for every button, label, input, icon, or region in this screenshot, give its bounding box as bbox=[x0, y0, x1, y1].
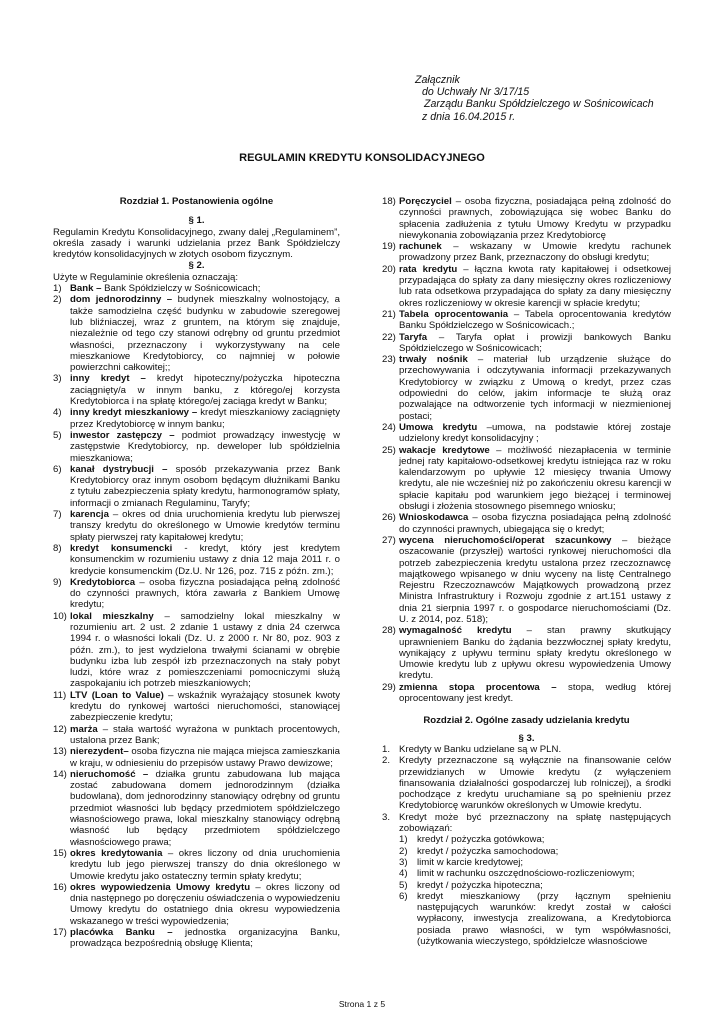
definition-number: 16) bbox=[53, 881, 67, 893]
definition-term: Wnioskodawca bbox=[399, 512, 469, 524]
definition-number: 5) bbox=[53, 429, 62, 441]
definition-item bbox=[53, 464, 340, 509]
definition-term: wakacje kredytowe bbox=[399, 444, 490, 456]
obligation-item bbox=[382, 846, 671, 857]
rule-item-number: 3. bbox=[382, 811, 391, 823]
obligation-item-text: kredyt / pożyczka samochodowa; bbox=[417, 845, 559, 857]
obligation-item-number: 1) bbox=[399, 834, 408, 846]
definition-text: budynek mieszkalny wolnostojący, a także samodzielna część budynku w zabudowie szeregowej lub bliźniaczej, wraz z gruntem, na którym się znajduje, niezależnie od tego czy stanowi odrębny od gruntu przedmiot własności, przeznaczony i wykorzystywany na cele mieszkaniowe Kredytobiorcy, co najmniej w połowie powierzchni całkowitej;; bbox=[70, 294, 340, 374]
definition-item bbox=[53, 848, 340, 882]
definition-text: – samodzielny lokal mieszkalny w rozumieniu art. 2 ust. 2 zdanie 1 ustawy z dnia 24 czerwca 1994 r. o własności lokali (Dz. U. z 2000 r. Nr 80, poz. 903 z późn. zm.), to jest wydzielona trwałymi ścianami w obrębie budynku izba lub zespół izb przeznaczonych na stały pobyt ludzi, które wraz z pomieszczeniami pomocniczymi służą zaspokajaniu ich potrzeb mieszkaniowych; bbox=[70, 610, 340, 690]
obligation-item-number: 4) bbox=[399, 868, 408, 880]
definition-number: 13) bbox=[53, 746, 67, 758]
definition-text: Bank Spółdzielczy w Sośnicowicach; bbox=[101, 283, 261, 295]
definition-number: 22) bbox=[382, 331, 396, 343]
definition-item bbox=[382, 445, 671, 513]
definition-term: karencja bbox=[70, 509, 109, 521]
definition-item bbox=[382, 354, 671, 422]
definition-text: – łączna kwota raty kapitałowej i odsetkowej przypadająca do spłaty za dany miesięczny okres rozliczeniowy lub rata odsetkowa przypadająca do spłaty za dany miesięczny okres rozliczeniowy w okresie karencji w spłacie kredytu; bbox=[399, 263, 672, 309]
definition-term: nieruchomość – bbox=[70, 768, 149, 780]
rule-item-text: Kredyt może być przeznaczony na spłatę następujących zobowiązań: bbox=[399, 811, 671, 835]
rule-item bbox=[382, 812, 671, 835]
definition-number: 24) bbox=[382, 421, 396, 433]
definition-text: stopa, według której oprocentowany jest kredyt. bbox=[399, 681, 671, 705]
definition-number: 15) bbox=[53, 847, 67, 859]
definition-item bbox=[53, 927, 340, 950]
definition-text: – wskaźnik wyrażający stosunek kwoty kredytu do rynkowej wartości nieruchomości, stanowiącej zabezpieczenie kredytu; bbox=[70, 689, 341, 724]
definition-number: 26) bbox=[382, 512, 396, 524]
definition-item bbox=[53, 430, 340, 464]
definition-text: działka gruntu zabudowana lub mająca zostać zabudowana domem jednorodzinnym (działka budowlana), dom jednorodzinny stanowiący odrębny od gruntu przedmiot własności lub będący przedmiotem spółdzielczego własnościowego prawa, lokal mieszkalny stanowiący odrębną własność lub będący przedmiotem spółdzielczego własnościowego prawa; bbox=[70, 768, 340, 848]
definition-item bbox=[53, 577, 340, 611]
rule-item-text: Kredyty w Banku udzielane są w PLN. bbox=[399, 743, 562, 755]
definition-term: rata kredytu bbox=[399, 263, 458, 275]
definition-number: 27) bbox=[382, 534, 396, 546]
definition-item bbox=[53, 407, 340, 430]
page-footer: Strona 1 z 5 bbox=[338, 999, 386, 1009]
paragraph-1-mark: § 1. bbox=[188, 215, 205, 227]
definition-number: 12) bbox=[53, 723, 67, 735]
definition-term: lokal mieszkalny bbox=[70, 610, 154, 622]
obligation-item-number: 2) bbox=[399, 845, 408, 857]
definition-text: – osoba fizyczna posiadająca pełną zdolność do czynności prawnych, która zawarła z Bankiem Umowę kredytu; bbox=[70, 576, 340, 611]
obligation-item bbox=[382, 891, 671, 947]
definition-text: - kredyt, który jest kredytem konsumenckim w rozumieniu ustawy z dnia 12 maja 2011 r. o kredycie konsumenckim (Dz.U. Nr 126, poz. 715 z późn. zm.); bbox=[70, 542, 340, 577]
definition-item bbox=[53, 769, 340, 848]
rule-item bbox=[382, 744, 671, 755]
definition-term: kredyt konsumencki bbox=[70, 542, 173, 554]
definition-term: rachunek bbox=[399, 241, 442, 253]
definition-term: kanał dystrybucji – bbox=[70, 463, 168, 475]
definition-number: 18) bbox=[382, 196, 396, 207]
definition-text: –umowa, na podstawie której zostaje udzielony kredyt konsolidacyjny ; bbox=[399, 421, 671, 445]
obligation-item bbox=[382, 857, 671, 868]
definition-term: inny kredyt mieszkaniowy – bbox=[70, 407, 198, 419]
definition-term: inwestor zastępczy – bbox=[70, 429, 175, 441]
paragraph-1-text: Regulamin Kredytu Konsolidacyjnego, zwany dalej „Regulaminem”, określa zasady i warunki udzielania przez Bank Spółdzielczy kredytów konsolidacyjnych w złotych osobom fizycznym. bbox=[53, 226, 340, 261]
header-line-date: z dnia 16.04.2015 r. bbox=[422, 110, 516, 123]
definition-term: placówka Banku – bbox=[70, 927, 173, 938]
definition-text: jednostka organizacyjna Banku, prowadząca bezpośrednią obsługę Klienta; bbox=[70, 927, 340, 950]
rule-item-number: 2. bbox=[382, 755, 391, 767]
obligation-item-text: kredyt / pożyczka gotówkowa; bbox=[417, 834, 545, 846]
definition-text: – okres liczony od dnia uruchomienia kredytu lub jego pierwszej transzy do dnia określonego w Umowie kredytu jako ostateczny termin spłaty kredytu; bbox=[70, 847, 340, 882]
obligation-item-text: kredyt mieszkaniowy (przy łącznym spełnieniu następujących warunków: kredyt został w całości wypłacony, inwestycja zrealizowana, a Kredytobiorca posiada prawo własności, w tym współwłasności, (użytkowania wieczystego, spółdzielcze własnościowe bbox=[417, 890, 671, 947]
definition-number: 11) bbox=[53, 689, 67, 701]
rule-item bbox=[382, 755, 671, 811]
definition-text: – okres liczony od dnia następnego po doręczeniu oświadczenia o wypowiedzeniu Umowy kredytu do ostatniego dnia okresu wypowiedzenia wskazanego w treści wypowiedzenia; bbox=[70, 881, 340, 927]
definition-item bbox=[382, 264, 671, 309]
definition-text: – osoba fizyczna posiadająca pełną zdolność do czynności prawnych, ubiegająca się o kredyt; bbox=[399, 512, 671, 535]
definition-number: 25) bbox=[382, 444, 396, 456]
definition-item bbox=[382, 625, 671, 681]
definition-item bbox=[382, 196, 671, 241]
definition-number: 21) bbox=[382, 308, 396, 320]
document-title: REGULAMIN KREDYTU KONSOLIDACYJNEGO bbox=[239, 152, 485, 164]
section-2-subitems bbox=[382, 834, 671, 947]
definition-term: Taryfa bbox=[399, 331, 428, 343]
definition-number: 7) bbox=[53, 509, 62, 521]
definition-text: – wskazany w Umowie kredytu rachunek prowadzony przez Bank, przeznaczony do obsługi kredytu; bbox=[399, 241, 671, 264]
definition-item bbox=[53, 543, 340, 577]
definition-item bbox=[382, 512, 671, 535]
definition-text: podmiot prowadzący inwestycję w zastępstwie Kredytobiorcy, np. deweloper lub spółdzielnia mieszkaniowa; bbox=[70, 429, 340, 464]
definition-term: dom jednorodzinny – bbox=[70, 294, 173, 306]
definition-item bbox=[382, 535, 671, 625]
definition-text: – możliwość niezapłacenia w terminie jednej raty kapitałowo-odsetkowej kredytu istniejąca raz w roku kalendarzowym po upływie 12 miesięcy trwania Umowy kredytu, ale nie wcześniej niż po zakończeniu okresu karencji w spłacie kapitału pod warunkiem jego bieżącej i terminowej obsługi i złożenia stosownego pisemnego wniosku; bbox=[399, 444, 671, 513]
definition-item bbox=[382, 682, 671, 705]
left-column bbox=[53, 196, 340, 950]
definition-item bbox=[53, 283, 340, 294]
definition-item bbox=[53, 373, 340, 407]
definition-item bbox=[53, 882, 340, 927]
definition-text: – osoba fizyczna, posiadająca pełną zdolność do czynności prawnych, zobowiązująca się wobec Banku do spłacenia zadłużenia z tytułu Umowy Kredytu w przypadku niewykonania zobowiązania przez Kredytobiorcę bbox=[399, 196, 671, 241]
definition-term: Kredytobiorca bbox=[70, 576, 136, 588]
definition-item bbox=[53, 746, 340, 769]
definition-number: 2) bbox=[53, 294, 62, 306]
definition-term: Tabela oprocentowania bbox=[399, 308, 509, 320]
definition-term: Poręczyciel bbox=[399, 196, 452, 207]
obligation-item-number: 3) bbox=[399, 856, 408, 868]
definition-text: – Tabela oprocentowania kredytów Banku Spółdzielczego w Sośnicowicach.; bbox=[399, 308, 671, 332]
definition-term: wymagalność kredytu bbox=[399, 625, 512, 637]
header-line-board: Zarządu Banku Spółdzielczego w Sośnicowicach bbox=[424, 98, 654, 111]
obligation-item-text: limit w rachunku oszczędnościowo-rozliczeniowym; bbox=[417, 868, 635, 880]
definition-number: 9) bbox=[53, 576, 62, 588]
definition-number: 23) bbox=[382, 354, 396, 366]
definition-number: 4) bbox=[53, 407, 62, 419]
definition-number: 28) bbox=[382, 625, 396, 637]
obligation-item-number: 5) bbox=[399, 879, 408, 891]
paragraph-2-mark: § 2. bbox=[188, 260, 205, 272]
definition-text: – bieżące oszacowanie (przyszłej) wartości rynkowej nieruchomości dla potrzeb zabezpieczenia kredytu ustalona przez rzeczoznawcę majątkowego wpisanego w dniu wyceny na listę Centralnego Rejestru Rzeczoznawców Majątkowych prowadzoną przez Ministra Infrastruktury i Rozwoju zgodnie z art.151 ustawy z dnia 21 sierpnia 1997 r. o gospodarce nieruchomościami (Dz. U. z 2014, poz. 518); bbox=[399, 534, 671, 625]
definition-item bbox=[382, 309, 671, 332]
right-column bbox=[382, 196, 671, 947]
definition-item bbox=[53, 690, 340, 724]
attachment-header bbox=[415, 74, 705, 123]
definition-item bbox=[53, 294, 340, 373]
definition-text: – stan prawny skutkujący uprawnieniem Banku do żądania bezzwłocznej spłaty kredytu, wynikający z upływu terminu spłaty kredytu określonego w Umowie kredytu lub z upływu okresu wypowiedzenia Umowy kredytu. bbox=[399, 625, 671, 682]
definition-number: 1) bbox=[53, 283, 62, 295]
paragraph-3-mark: § 3. bbox=[518, 732, 535, 744]
definitions-list-right bbox=[382, 196, 671, 704]
section-2-items bbox=[382, 744, 671, 834]
definition-item bbox=[53, 611, 340, 690]
definition-term: zmienna stopa procentowa – bbox=[399, 681, 557, 693]
paragraph-2-intro: Użyte w Regulaminie określenia oznaczają: bbox=[53, 271, 239, 283]
definition-item bbox=[53, 509, 340, 543]
section-1-heading: Rozdział 1. Postanowienia ogólne bbox=[119, 196, 274, 207]
definition-term: wycena nieruchomości/operat szacunkowy bbox=[399, 534, 612, 546]
definition-number: 19) bbox=[382, 241, 396, 253]
definition-number: 17) bbox=[53, 927, 67, 938]
definition-item bbox=[382, 422, 671, 445]
obligation-item bbox=[382, 868, 671, 879]
definitions-list-left bbox=[53, 283, 340, 950]
definition-item bbox=[382, 332, 671, 355]
definition-item bbox=[382, 241, 671, 264]
definition-term: okres wypowiedzenia Umowy kredytu bbox=[70, 881, 251, 893]
definition-number: 20) bbox=[382, 263, 396, 275]
definition-number: 6) bbox=[53, 463, 62, 475]
definition-term: marża bbox=[70, 723, 98, 735]
obligation-item-text: limit w karcie kredytowej; bbox=[417, 856, 524, 868]
header-line-resolution: do Uchwały Nr 3/17/15 bbox=[422, 86, 530, 99]
rule-item-number: 1. bbox=[382, 743, 391, 755]
definition-text: sposób przekazywania przez Bank Kredytobiorcy oraz innym osobom będącym dłużnikami Banku z tytułu zabezpieczenia spłaty kredytu, harmonogramów spłaty, informacji o zmianach Regulaminu, Taryfy; bbox=[70, 463, 340, 509]
definition-number: 29) bbox=[382, 681, 396, 693]
definition-text: kredyt mieszkaniowy zaciągnięty przez Kredytobiorcę w innym banku; bbox=[70, 407, 340, 430]
definition-number: 8) bbox=[53, 542, 62, 554]
definition-text: – Taryfa opłat i prowizji bankowych Banku Spółdzielczego w Sośnicowicach; bbox=[399, 331, 671, 354]
header-line-annex: Załącznik bbox=[415, 74, 460, 86]
definition-term: LTV (Loan to Value) bbox=[70, 689, 164, 701]
definition-term: trwały nośnik bbox=[399, 354, 468, 366]
obligation-item-number: 6) bbox=[399, 890, 408, 902]
definition-item bbox=[53, 724, 340, 747]
definition-text: – okres od dnia uruchomienia kredytu lub pierwszej transzy kredytu do określonego w Umowie kredytów terminu spłaty pierwszej raty kapitałowej kredytu; bbox=[70, 509, 340, 543]
definition-text: osoba fizyczna nie mająca miejsca zamieszkania w kraju, w odniesieniu do przepisów ustawy Prawo dewizowe; bbox=[70, 746, 340, 769]
definition-number: 10) bbox=[53, 610, 67, 622]
definition-term: Umowa kredytu bbox=[399, 421, 478, 433]
section-2-heading: Rozdział 2. Ogólne zasady udzielania kredytu bbox=[423, 715, 630, 727]
obligation-item bbox=[382, 834, 671, 845]
definition-number: 14) bbox=[53, 768, 67, 780]
definition-text: kredyt hipoteczny/pożyczka hipoteczna zaciągnięty/a w innym banku, z którego/ej korzysta Kredytobiorca i na spłatę którego/ej zaciąga kredyt w Banku; bbox=[70, 373, 340, 408]
definition-text: – stała wartość wyrażona w punktach procentowych, ustalona przez Bank; bbox=[70, 723, 340, 746]
definition-term: okres kredytowania bbox=[70, 847, 163, 859]
definition-term: inny kredyt – bbox=[70, 373, 146, 385]
definition-text: – materiał lub urządzenie służące do przechowywania i odczytywania informacji przekazywanych Kredytobiorcy w związku z Umową o kredyt, przez czas odpowiedni do celów, jakim informacje te służą oraz pozwalające na odtworzenie tych informacji w niezmienionej postaci; bbox=[399, 354, 671, 422]
definition-term: nierezydent– bbox=[70, 746, 129, 758]
obligation-item bbox=[382, 880, 671, 891]
definition-number: 3) bbox=[53, 373, 62, 385]
rule-item-text: Kredyty przeznaczone są wyłącznie na finansowanie celów przewidzianych w Umowie kredytu (z wyłączeniem finansowania działalności gospodarczej lub rolniczej), a środki pochodzące z kredytu uruchamiane są po spełnieniu przez Kredytobiorcę warunków określonych w Umowie kredytu. bbox=[399, 755, 671, 812]
definition-term: Bank – bbox=[70, 283, 102, 295]
obligation-item-text: kredyt / pożyczka hipoteczna; bbox=[417, 879, 543, 891]
